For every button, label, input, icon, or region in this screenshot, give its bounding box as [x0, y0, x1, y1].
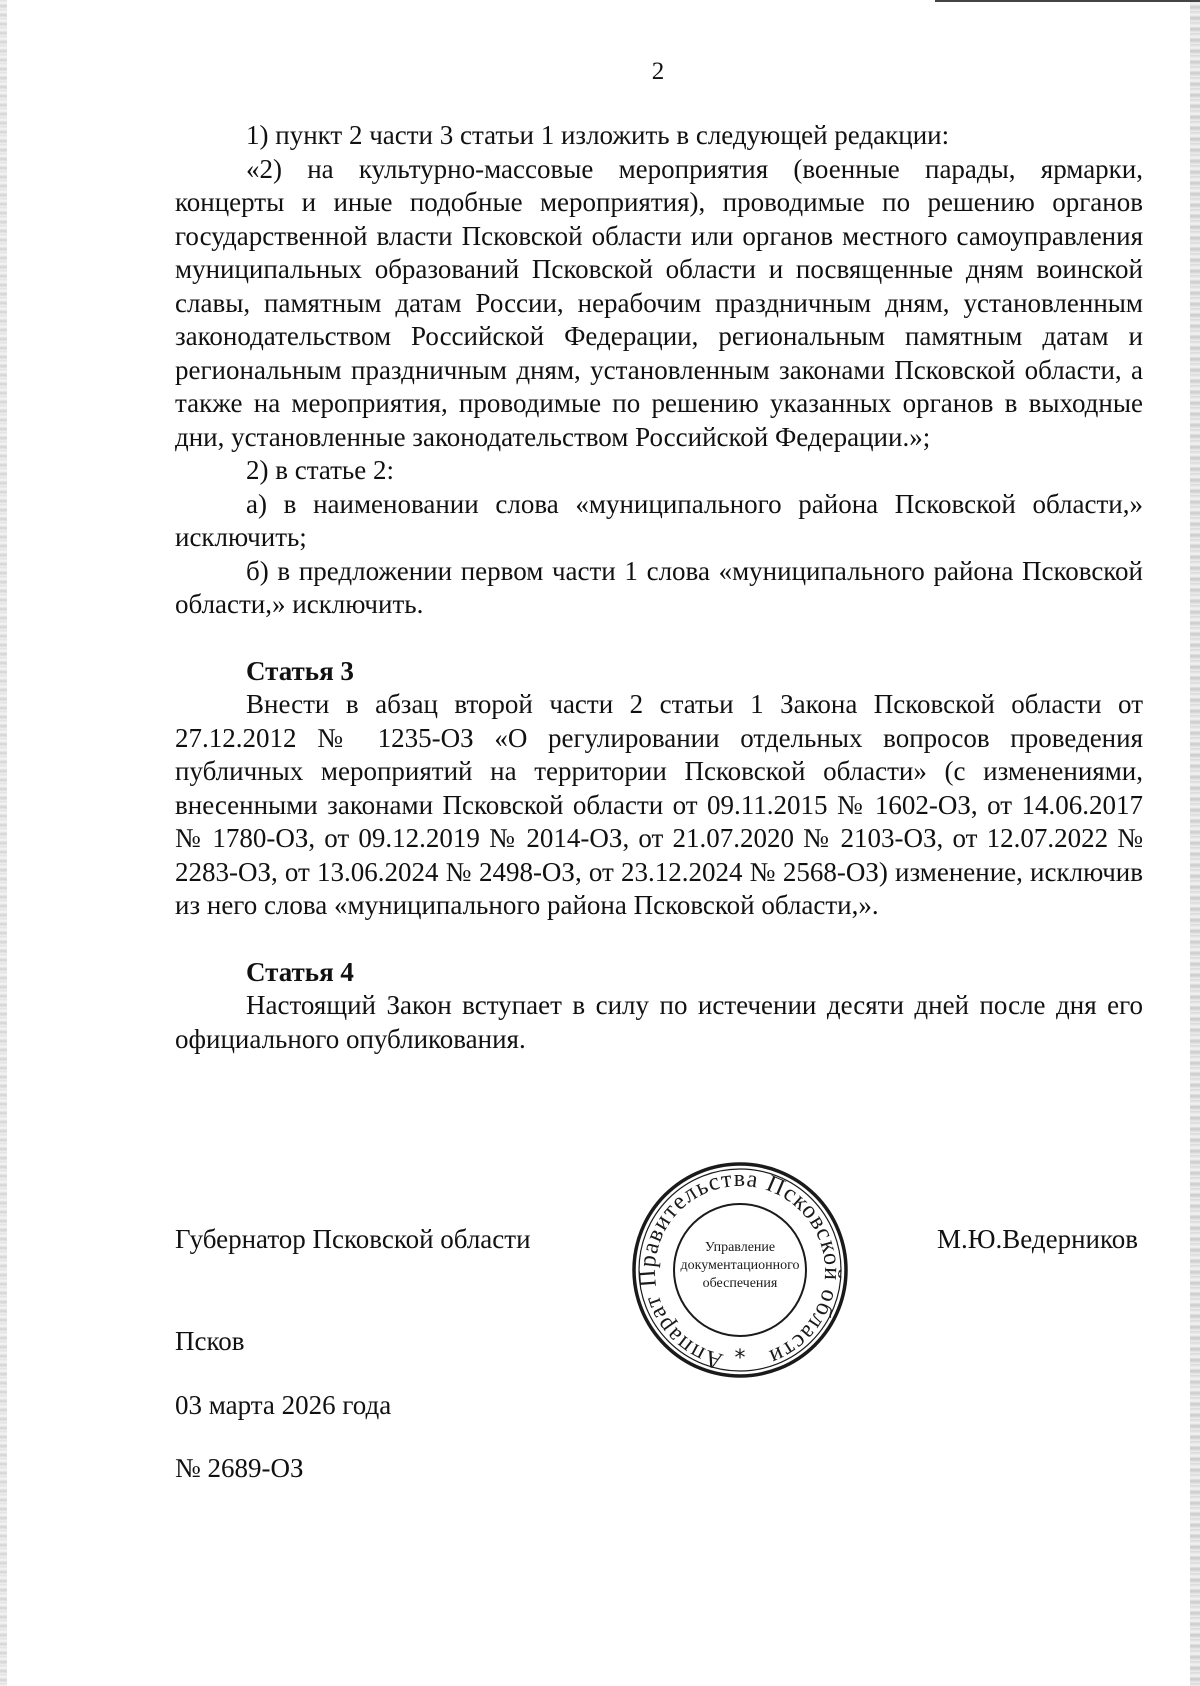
- document-body: [175, 119, 1143, 1056]
- official-seal: [626, 1157, 854, 1383]
- scan-edge-right: [1190, 0, 1200, 1686]
- paragraph-amendment-2: 2) в статье 2:: [246, 455, 394, 485]
- paragraph-subitem-b: б) в предложении первом части 1 слова «муниципального района Псковской области,» исключить.: [175, 555, 1143, 619]
- paragraph-amendment-1: 1) пункт 2 части 3 статьи 1 изложить в следующей редакции:: [246, 120, 950, 150]
- paragraph-subitem-a: а) в наименовании слова «муниципального района Псковской области,» исключить;: [175, 488, 1143, 552]
- law-number: № 2689-ОЗ: [175, 1453, 304, 1483]
- signatory-name: М.Ю.Ведерников: [936, 1224, 1138, 1254]
- article-3-text: Внести в абзац второй части 2 статьи 1 Закона Псковской области от 27.12.2012 № 1235-ОЗ «О регулировании отдельных вопросов проведения публичных мероприятий на территории Псковской области» (с изменениями, внесенными законами Псковской области от 09.11.2015 № 1602-ОЗ, от 14.06.2017 № 1780-ОЗ, от 09.12.2019 № 2014-ОЗ, от 21.07.2020 № 2103-ОЗ, от 12.07.2022 № 2283-ОЗ, от 13.06.2024 № 2498-ОЗ, от 23.12.2024 № 2568-ОЗ) изменение, исключив из него слова «муниципального района Псковской области,».: [175, 689, 1143, 920]
- seal-center-line-1: Управление: [704, 1240, 776, 1255]
- seal-ring-text: Аппарат Правительства Псковской области: [634, 1165, 846, 1375]
- seal-center-line-3: обеспечения: [702, 1276, 778, 1291]
- scan-top-line: [935, 0, 1200, 2]
- article-4-heading: Статья 4: [246, 956, 354, 987]
- date-of-signing: 03 марта 2026 года: [175, 1390, 392, 1420]
- scan-edge-left: [0, 0, 7, 1686]
- seal-star: *: [734, 1346, 746, 1371]
- signatory-position: Губернатор Псковской области: [175, 1224, 531, 1254]
- paragraph-new-wording: «2) на культурно-массовые мероприятия (военные парады, ярмарки, концерты и иные подобные мероприятия), проводимые по решению органов государственной власти Псковской области или органов местного самоуправления муниципальных образований Псковской области и посвященные дням воинской славы, памятным датам России, нерабочим праздничным дням, установленным законодательством Российской Федерации, региональным памятным датам и региональным праздничным дням, установленным законами Псковской области, а также на мероприятия, проводимые по решению указанных органов в выходные дни, установленные законодательством Российской Федерации.»;: [175, 153, 1143, 452]
- article-3-heading: Статья 3: [246, 655, 354, 686]
- place-of-signing: Псков: [175, 1326, 245, 1356]
- seal-center-line-2: документационного: [680, 1258, 800, 1273]
- article-4-text: Настоящий Закон вступает в силу по истечении десяти дней после дня его официального опубликования.: [175, 990, 1143, 1054]
- page-number: 2: [651, 58, 665, 85]
